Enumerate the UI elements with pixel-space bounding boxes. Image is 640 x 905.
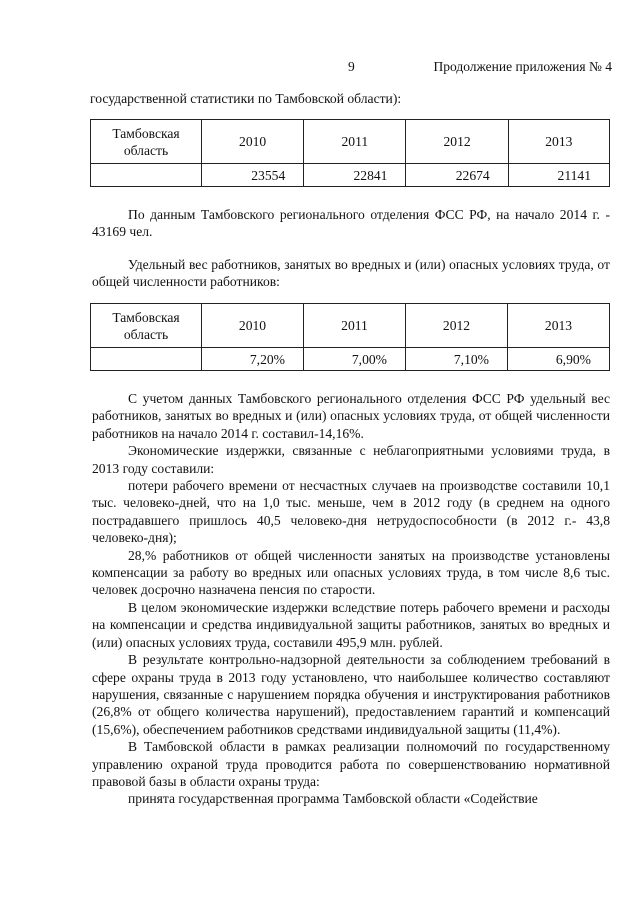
paragraph-costs-intro: Экономические издержки, связанные с неблагоприятными условиями труда, в 2013 году составили: xyxy=(92,443,610,476)
paragraph-program: принята государственная программа Тамбовской области «Содействие xyxy=(128,791,538,807)
table-empty-cell xyxy=(91,348,202,371)
table-year-cell: 2011 xyxy=(304,120,406,164)
table-value-cell: 21141 xyxy=(508,164,609,187)
table-year-cell: 2011 xyxy=(304,304,406,348)
paragraph-region-work: В Тамбовской области в рамках реализации полномочий по государственному управлению охраной труда проводится работа по совершенствованию нормативной правовой базы в области охраны труда: xyxy=(92,739,610,789)
page-number: 9 xyxy=(348,59,355,74)
paragraph-fss: По данным Тамбовского регионального отделения ФСС РФ, на начало 2014 г. - 43169 чел. xyxy=(92,207,610,240)
table-year-cell: 2013 xyxy=(508,304,610,348)
table-value-cell: 7,00% xyxy=(304,348,406,371)
table-value-cell: 6,90% xyxy=(508,348,610,371)
table-value-cell: 22674 xyxy=(406,164,508,187)
table-value-cell: 23554 xyxy=(202,164,304,187)
table-year-cell: 2013 xyxy=(508,120,609,164)
paragraph-share-2014: С учетом данных Тамбовского регионального отделения ФСС РФ удельный вес работников, занятых во вредных и (или) опасных условиях труда, от общей численности работников на начало 2014 г. составил-14,16%. xyxy=(92,391,610,441)
paragraph-total-costs: В целом экономические издержки вследствие потерь рабочего времени и расходы на компенсации и средства индивидуальной защиты работников, занятых во вредных и (или) опасных условиях труда, составили 495,9 млн. рублей. xyxy=(92,599,610,650)
intro-line: государственной статистики по Тамбовской области): xyxy=(90,91,402,106)
table-employees xyxy=(90,119,610,187)
table-year-cell: 2012 xyxy=(406,304,508,348)
table-value-cell: 22841 xyxy=(304,164,406,187)
paragraph-compensation: 28,% работников от общей численности занятых на производстве установлены компенсации за работу во вредных или опасных условиях труда, в том числе 8,6 тыс. человек досрочно назначена пенсия по старости. xyxy=(92,547,610,598)
table-year-cell: 2010 xyxy=(202,120,304,164)
table-value-cell: 7,20% xyxy=(202,348,304,371)
table-region-cell: Тамбовская область xyxy=(91,304,202,348)
table-year-cell: 2012 xyxy=(406,120,508,164)
appendix-continuation: Продолжение приложения № 4 xyxy=(433,59,612,74)
paragraph-share-title: Удельный вес работников, занятых во вредных и (или) опасных условиях труда, от общей численности работников: xyxy=(92,257,610,290)
table-year-cell: 2010 xyxy=(202,304,304,348)
table-region-cell: Тамбовская область xyxy=(91,120,202,164)
body-text xyxy=(92,390,610,808)
table-value-cell: 7,10% xyxy=(406,348,508,371)
table-share xyxy=(90,303,610,371)
paragraph-time-loss: потери рабочего времени от несчастных случаев на производстве составили 10,1 тыс. человеко-дней, что на 1,0 тыс. меньше, чем в 2012 году (в среднем на одного пострадавшего пришлось 40,5 человеко-дня нетрудоспособности (в 2012 г.- 43,8 человеко-дня); xyxy=(92,478,610,546)
table-empty-cell xyxy=(91,164,202,187)
paragraph-supervision: В результате контрольно-надзорной деятельности за соблюдением требований в сфере охраны труда в 2013 году установлено, что наибольшее количество составляют нарушения, связанные с нарушением порядка обучения и инструктирования работников (26,8% от общего количества нарушений), предоставлением гарантий и компенсаций (15,6%), обеспечением работников средствами индивидуальной защиты (11,4%). xyxy=(92,652,610,737)
